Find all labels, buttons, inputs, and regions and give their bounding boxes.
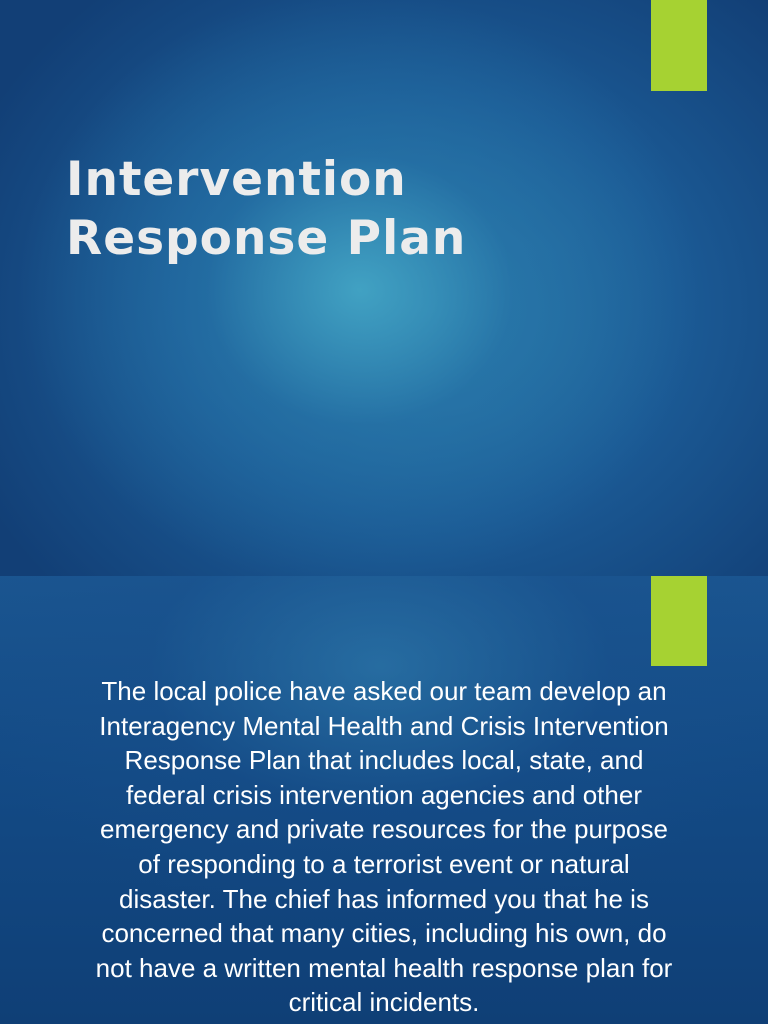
body-line: of responding to a terrorist event or natural [138,848,630,879]
slide-title-heading [66,150,626,268]
body-line: disaster. The chief has informed you that he is [119,883,649,914]
accent-bar [651,576,707,666]
accent-bar [651,0,707,91]
title-line: Response Plan [66,211,467,266]
body-line: Response Plan that includes local, state, and [124,745,644,776]
body-line: Interagency Mental Health and Crisis Intervention [99,710,669,741]
body-line: federal crisis intervention agencies and other [126,779,642,810]
body-line: critical incidents. [288,987,480,1018]
body-line: emergency and private resources for the purpose [100,814,668,845]
slide-body [0,576,768,1024]
title-line: Intervention [66,152,407,207]
body-line: The local police have asked our team develop an [101,676,667,706]
body-paragraph [30,674,738,1020]
body-line: concerned that many cities, including his own, do [101,918,667,949]
body-line: not have a written mental health response plan for [95,952,673,983]
